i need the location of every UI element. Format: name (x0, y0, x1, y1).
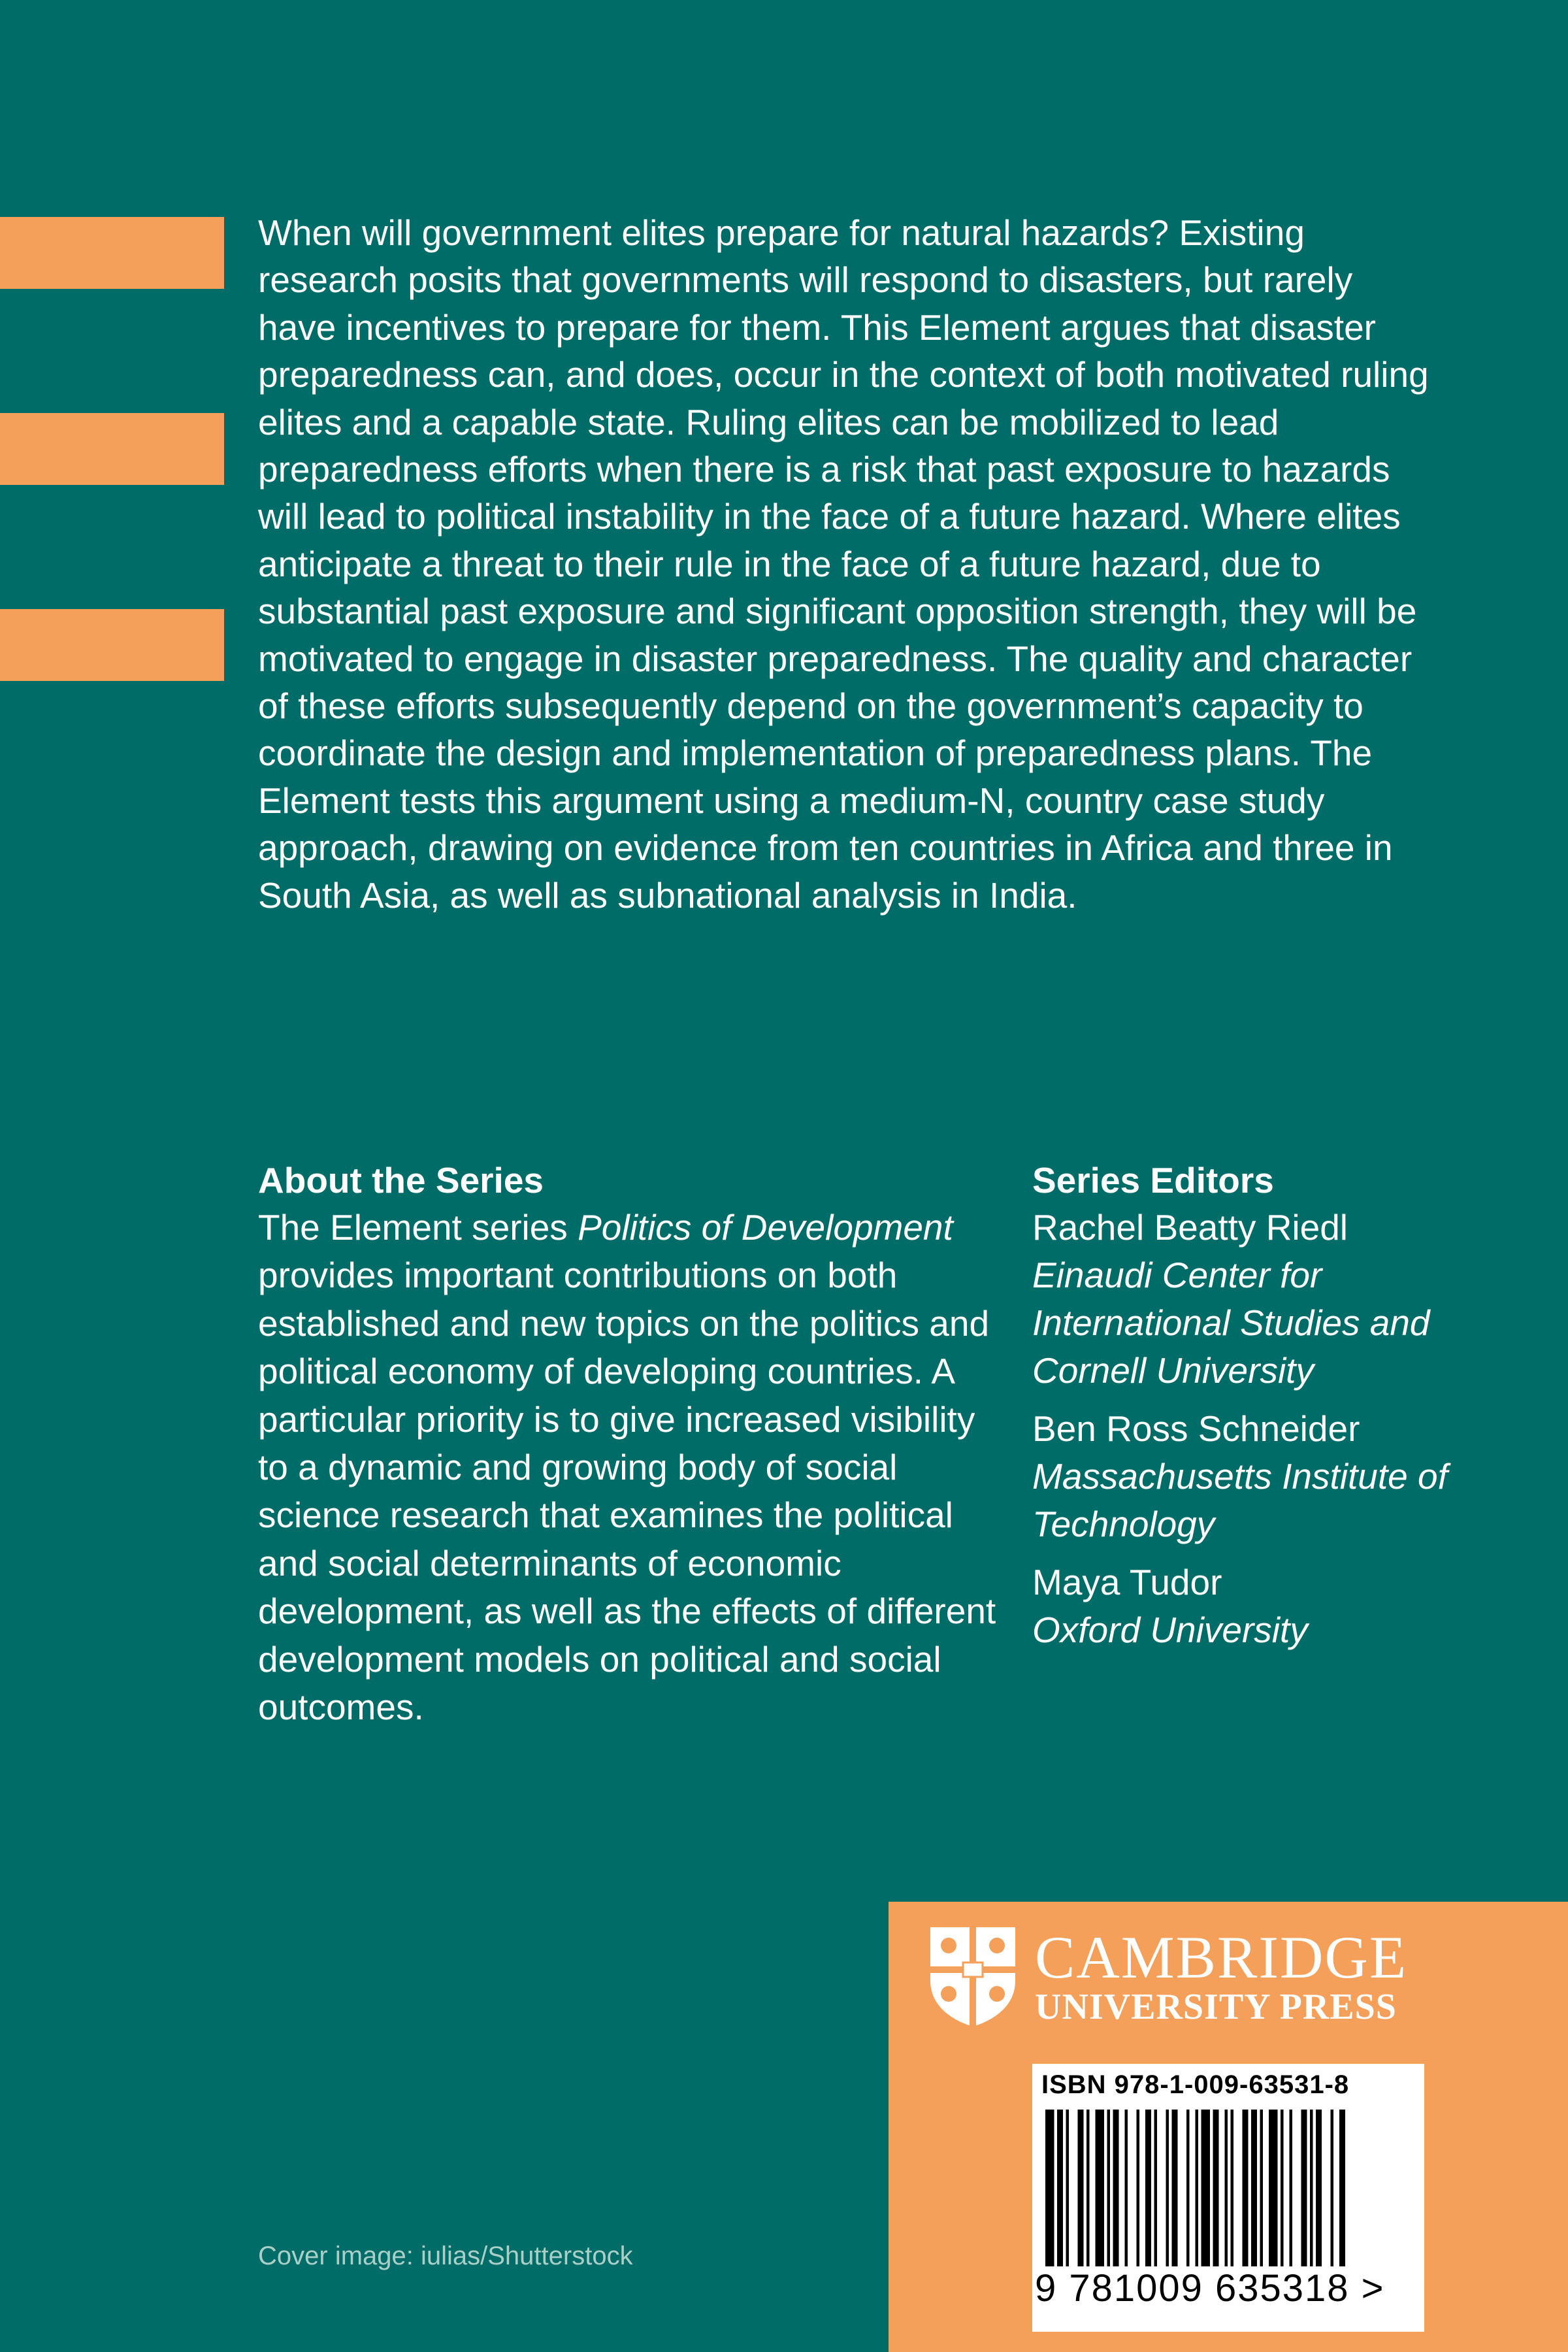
barcode-bar (1045, 2110, 1054, 2266)
editor-name: Ben Ross Schneider (1032, 1408, 1360, 1449)
barcode-bar (1172, 2110, 1178, 2266)
editors-heading: Series Editors (1032, 1160, 1274, 1201)
cover-credit: Cover image: iulias/Shutterstock (258, 2242, 633, 2270)
publisher-logo (928, 1925, 1407, 2029)
barcode-bar (1310, 2110, 1313, 2266)
blurb-text: When will government elites prepare for natural hazards? Existing research posits that governments will respond to disasters, but rarely have incentives to prepare for them. This Element argues that disaster preparedness can, and does, occur in the context of both motivated ruling elites and a capable state. Ruling elites can be mobilized to lead preparedness efforts when there is a risk that past exposure to hazards will lead to political instability in the face of a future hazard. Where elites anticipate a threat to their rule in the face of a future hazard, due to substantial past exposure and significant opposition strength, they will be motivated to engage in disaster preparedness. The quality and character of these efforts subsequently depend on the government’s capacity to coordinate the design and implementation of preparedness plans. The Element tests this argument using a medium-N, country case study approach, drawing on evidence from ten countries in Africa and three in South Asia, as well as subnational analysis in India. (258, 212, 1429, 916)
editor-name: Rachel Beatty Riedl (1032, 1207, 1348, 1248)
barcode-bar (1154, 2110, 1158, 2266)
barcode-bar (1107, 2110, 1111, 2266)
accent-bar-3 (0, 609, 224, 681)
about-text-post: provides important contributions on both established and new topics on the politics and political economy of developing countries. A particular priority is to give increased visibility to a dynamic and growing body of social science research that examines the political and social determinants of economic development, as well as the effects of different development models on political and social outcomes. (258, 1255, 996, 1728)
barcode-bar (1213, 2110, 1219, 2266)
editor-entry (1032, 1405, 1529, 1548)
barcode-bar (1145, 2110, 1151, 2266)
barcode-bar (1269, 2110, 1278, 2266)
about-series (258, 1157, 1003, 1731)
editor-affiliation: Massachusetts Institute of Technology (1032, 1456, 1448, 1544)
barcode-bar (1301, 2110, 1307, 2266)
isbn-label: ISBN 978-1-009-63531-8 (1041, 2070, 1350, 2099)
accent-bar-2 (0, 413, 224, 485)
barcode-bar (1125, 2110, 1128, 2266)
barcode-bar (1066, 2110, 1070, 2266)
barcode-bar (1166, 2110, 1169, 2266)
accent-bar-1 (0, 217, 224, 289)
barcode-bar (1243, 2110, 1249, 2266)
barcode-bar (1057, 2110, 1063, 2266)
barcode (1032, 2064, 1424, 2332)
barcode-bar (1281, 2110, 1284, 2266)
about-text (258, 1204, 1003, 1731)
barcode-bar (1316, 2110, 1322, 2266)
barcode-bar (1137, 2110, 1140, 2266)
publisher-panel (889, 1902, 1568, 2352)
barcode-bar (1196, 2110, 1199, 2266)
barcode-bar (1290, 2110, 1293, 2266)
editor-entry (1032, 1204, 1529, 1395)
barcode-bar (1078, 2110, 1084, 2266)
barcode-bar (1096, 2110, 1105, 2266)
barcode-bar (1201, 2110, 1211, 2266)
barcode-bar (1225, 2110, 1228, 2266)
publisher-subname: UNIVERSITY PRESS (1035, 1987, 1397, 2027)
barcode-bar (1260, 2110, 1264, 2266)
about-heading: About the Series (258, 1160, 544, 1201)
editor-affiliation: Oxford University (1032, 1610, 1308, 1650)
editor-affiliation: Einaudi Center for International Studies and Cornell University (1032, 1255, 1430, 1391)
barcode-digits: 9 781009 635318 > (1035, 2267, 1385, 2310)
barcode-bar (1186, 2110, 1190, 2266)
series-editors (1032, 1157, 1529, 1665)
barcode-bar (1339, 2110, 1345, 2266)
cambridge-shield-icon (928, 1925, 1018, 2029)
publisher-name: CAMBRIDGE (1035, 1924, 1408, 1991)
barcode-bar (1251, 2110, 1257, 2266)
editor-entry (1032, 1559, 1529, 1654)
about-text-pre: The Element series (258, 1207, 578, 1248)
barcode-bars (1045, 2110, 1411, 2266)
barcode-bar (1113, 2110, 1119, 2266)
barcode-bar (1231, 2110, 1234, 2266)
editor-name: Maya Tudor (1032, 1562, 1222, 1602)
barcode-bar (1331, 2110, 1334, 2266)
series-title: Politics of Development (578, 1207, 953, 1248)
barcode-bar (1086, 2110, 1090, 2266)
